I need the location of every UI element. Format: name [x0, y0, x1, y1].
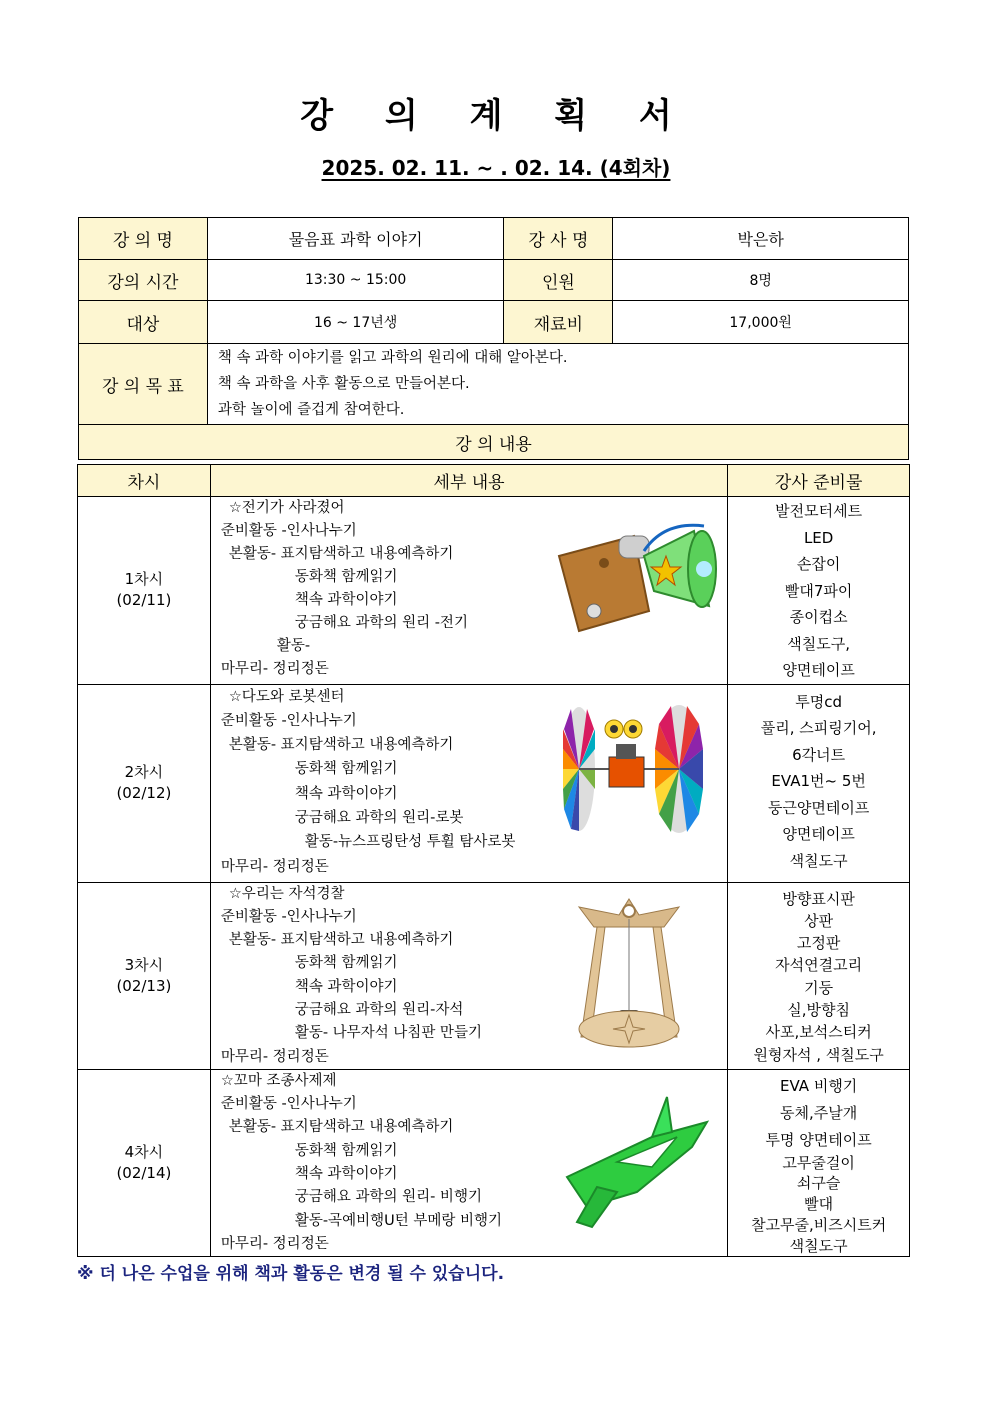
session-date: (02/11) [116, 591, 172, 610]
course-name-value: 물음표 과학 이야기 [207, 218, 504, 260]
material-item: 동체,주날개 [780, 1103, 858, 1122]
target-label: 대상 [79, 301, 208, 344]
goal-item: 책 속 과학을 사후 활동으로 만들어본다. [217, 376, 470, 392]
material-item: 손잡이 [796, 555, 841, 573]
date-range [0, 152, 992, 181]
target-value: 16 ~ 17년생 [207, 301, 504, 344]
session-date: (02/12) [116, 784, 172, 802]
detail-line: 동화책 함께읽기 [294, 1142, 398, 1159]
detail-line: 활동-뉴스프링탄성 투휠 탐사로봇 [304, 834, 516, 851]
schedule-row [78, 684, 910, 882]
detail-line: 동화책 함께읽기 [294, 569, 398, 585]
material-item: 빨대7파이 [784, 581, 853, 600]
session-number: 3차시 [124, 955, 164, 974]
material-item: 고무줄걸이 [782, 1153, 855, 1172]
session-date: (02/13) [116, 976, 172, 995]
material-item: 상판 [804, 911, 834, 930]
session-cell [78, 497, 211, 685]
schedule-row [78, 882, 910, 1069]
session-topic: ☆꼬마 조종사제제 [220, 1072, 337, 1089]
detail-line: 활동- 나무자석 나침판 만들기 [294, 1025, 482, 1042]
material-item: 실,방향침 [787, 1000, 851, 1019]
material-item: EVA1번~ 5번 [771, 772, 866, 790]
session-number: 2차시 [124, 763, 164, 781]
page-title: 강 의 계 획 서 [300, 96, 692, 136]
detail-line: 마무리- 정리정돈 [220, 661, 329, 677]
notice-text: ※ 더 나은 수업을 위해 책과 활동은 변경 될 수 있습니다. [77, 1264, 505, 1284]
lecture-content-header: 강 의 내용 [79, 425, 909, 460]
detail-line: 책속 과학이야기 [294, 978, 398, 995]
goal-item: 책 속 과학 이야기를 읽고 과학의 원리에 대해 알아본다. [217, 350, 568, 366]
session-topic: ☆다도와 로봇센터 [228, 688, 345, 705]
session-topic: ☆우리는 자석경찰 [228, 885, 345, 902]
wooden-compass-illustration [569, 897, 689, 1057]
detail-line: 동화책 함께읽기 [294, 955, 398, 972]
goal-list [207, 344, 908, 425]
people-value: 8명 [613, 260, 909, 301]
teacher-value: 박은하 [613, 218, 909, 260]
material-item: 기둥 [804, 978, 834, 997]
material-item: 쇠구슬 [796, 1173, 841, 1192]
detail-line: 궁금해요 과학의 원리-자석 [294, 1001, 464, 1018]
time-value: 13:30 ~ 15:00 [207, 260, 504, 301]
time-label: 강의 시간 [79, 260, 208, 301]
course-name-label: 강 의 명 [79, 218, 208, 260]
material-item: 고정판 [796, 934, 841, 953]
material-item: 색칠도구 [789, 1236, 848, 1255]
detail-line: 준비활동 -인사나누기 [220, 523, 357, 539]
session-cell [78, 1069, 211, 1256]
teacher-label: 강 사 명 [504, 218, 613, 260]
column-header-session: 차시 [78, 465, 211, 497]
column-header-materials: 강사 준비물 [728, 465, 910, 497]
detail-line: 본활동- 표지탐색하고 내용예측하기 [228, 932, 454, 949]
info-table [78, 217, 909, 460]
detail-line: 본활동- 표지탐색하고 내용예측하기 [228, 1119, 454, 1136]
detail-line: 궁금해요 과학의 원리-로봇 [294, 809, 464, 826]
people-label: 인원 [504, 260, 613, 301]
material-item: EVA 비행기 [780, 1076, 858, 1095]
materials-cell [728, 497, 910, 685]
material-item: 둥근양면테이프 [767, 798, 870, 817]
material-item: 원형자석 , 색칠도구 [753, 1045, 884, 1064]
schedule-row [78, 497, 910, 685]
material-item: 양면테이프 [782, 825, 855, 843]
session-details [210, 1069, 728, 1256]
fee-label: 재료비 [504, 301, 613, 344]
detail-line: 준비활동 -인사나누기 [220, 1096, 357, 1113]
session-details [210, 684, 728, 882]
detail-line: 본활동- 표지탐색하고 내용예측하기 [228, 737, 454, 754]
fee-value: 17,000원 [613, 301, 909, 344]
detail-line: 마무리- 정리정돈 [220, 858, 329, 875]
detail-line: 궁금해요 과학의 원리 -전기 [294, 615, 468, 631]
material-item: 종이컵소 [789, 608, 848, 626]
material-item: 색칠도구 [789, 851, 848, 870]
session-cell [78, 684, 211, 882]
schedule-row [78, 1069, 910, 1256]
session-cell [78, 882, 211, 1069]
material-item: 찰고무줄,비즈시트커 [751, 1215, 887, 1234]
detail-line: 활동-곡예비행U턴 부메랑 비행기 [294, 1212, 502, 1229]
detail-line: 준비활동 -인사나누기 [220, 712, 357, 729]
material-item: 발전모터세트 [775, 502, 863, 520]
detail-line: 책속 과학이야기 [294, 1166, 398, 1183]
material-item: 양면테이프 [782, 661, 855, 679]
session-topic: ☆전기가 사라졌어 [228, 500, 345, 516]
robot-wheel-illustration [561, 699, 706, 839]
material-item: LED [803, 528, 834, 547]
session-details [210, 882, 728, 1069]
material-item: 투명cd [795, 692, 843, 711]
detail-line: 책속 과학이야기 [294, 592, 398, 608]
session-number: 1차시 [124, 570, 164, 589]
goal-item: 과학 놀이에 즐겁게 참여한다. [217, 402, 405, 418]
detail-line: 준비활동 -인사나누기 [220, 908, 357, 925]
detail-line: 활동- [276, 638, 311, 654]
column-header-details: 세부 내용 [210, 465, 728, 497]
date-range-text: 2025. 02. 11. ~ . 02. 14. (4회차) [321, 156, 671, 180]
material-item: 빨대 [804, 1194, 834, 1213]
detail-line: 본활동- 표지탐색하고 내용예측하기 [228, 546, 454, 562]
detail-line: 동화책 함께읽기 [294, 761, 398, 778]
material-item: 풀리, 스피링기어, [760, 719, 877, 737]
detail-line: 궁금해요 과학의 원리- 비행기 [294, 1189, 482, 1206]
detail-line: 마무리- 정리정돈 [220, 1048, 329, 1065]
paper-airplane-illustration [557, 1092, 717, 1232]
generator-kit-illustration [554, 511, 724, 636]
session-number: 4차시 [124, 1143, 164, 1162]
material-item: 사포,보석스티커 [765, 1023, 872, 1042]
detail-line: 마무리- 정리정돈 [220, 1235, 329, 1252]
material-item: 6각너트 [792, 745, 846, 764]
material-item: 방향표시판 [782, 889, 855, 908]
materials-cell [728, 1069, 910, 1256]
schedule-table [77, 464, 910, 1257]
materials-cell [728, 684, 910, 882]
session-date: (02/14) [116, 1164, 172, 1183]
material-item: 자석연결고리 [775, 956, 863, 975]
materials-cell [728, 882, 910, 1069]
detail-line: 책속 과학이야기 [294, 785, 398, 802]
goal-label: 강 의 목 표 [79, 344, 208, 425]
session-details [210, 497, 728, 685]
material-item: 투명 양면테이프 [765, 1130, 872, 1149]
material-item: 색칠도구, [787, 634, 851, 653]
